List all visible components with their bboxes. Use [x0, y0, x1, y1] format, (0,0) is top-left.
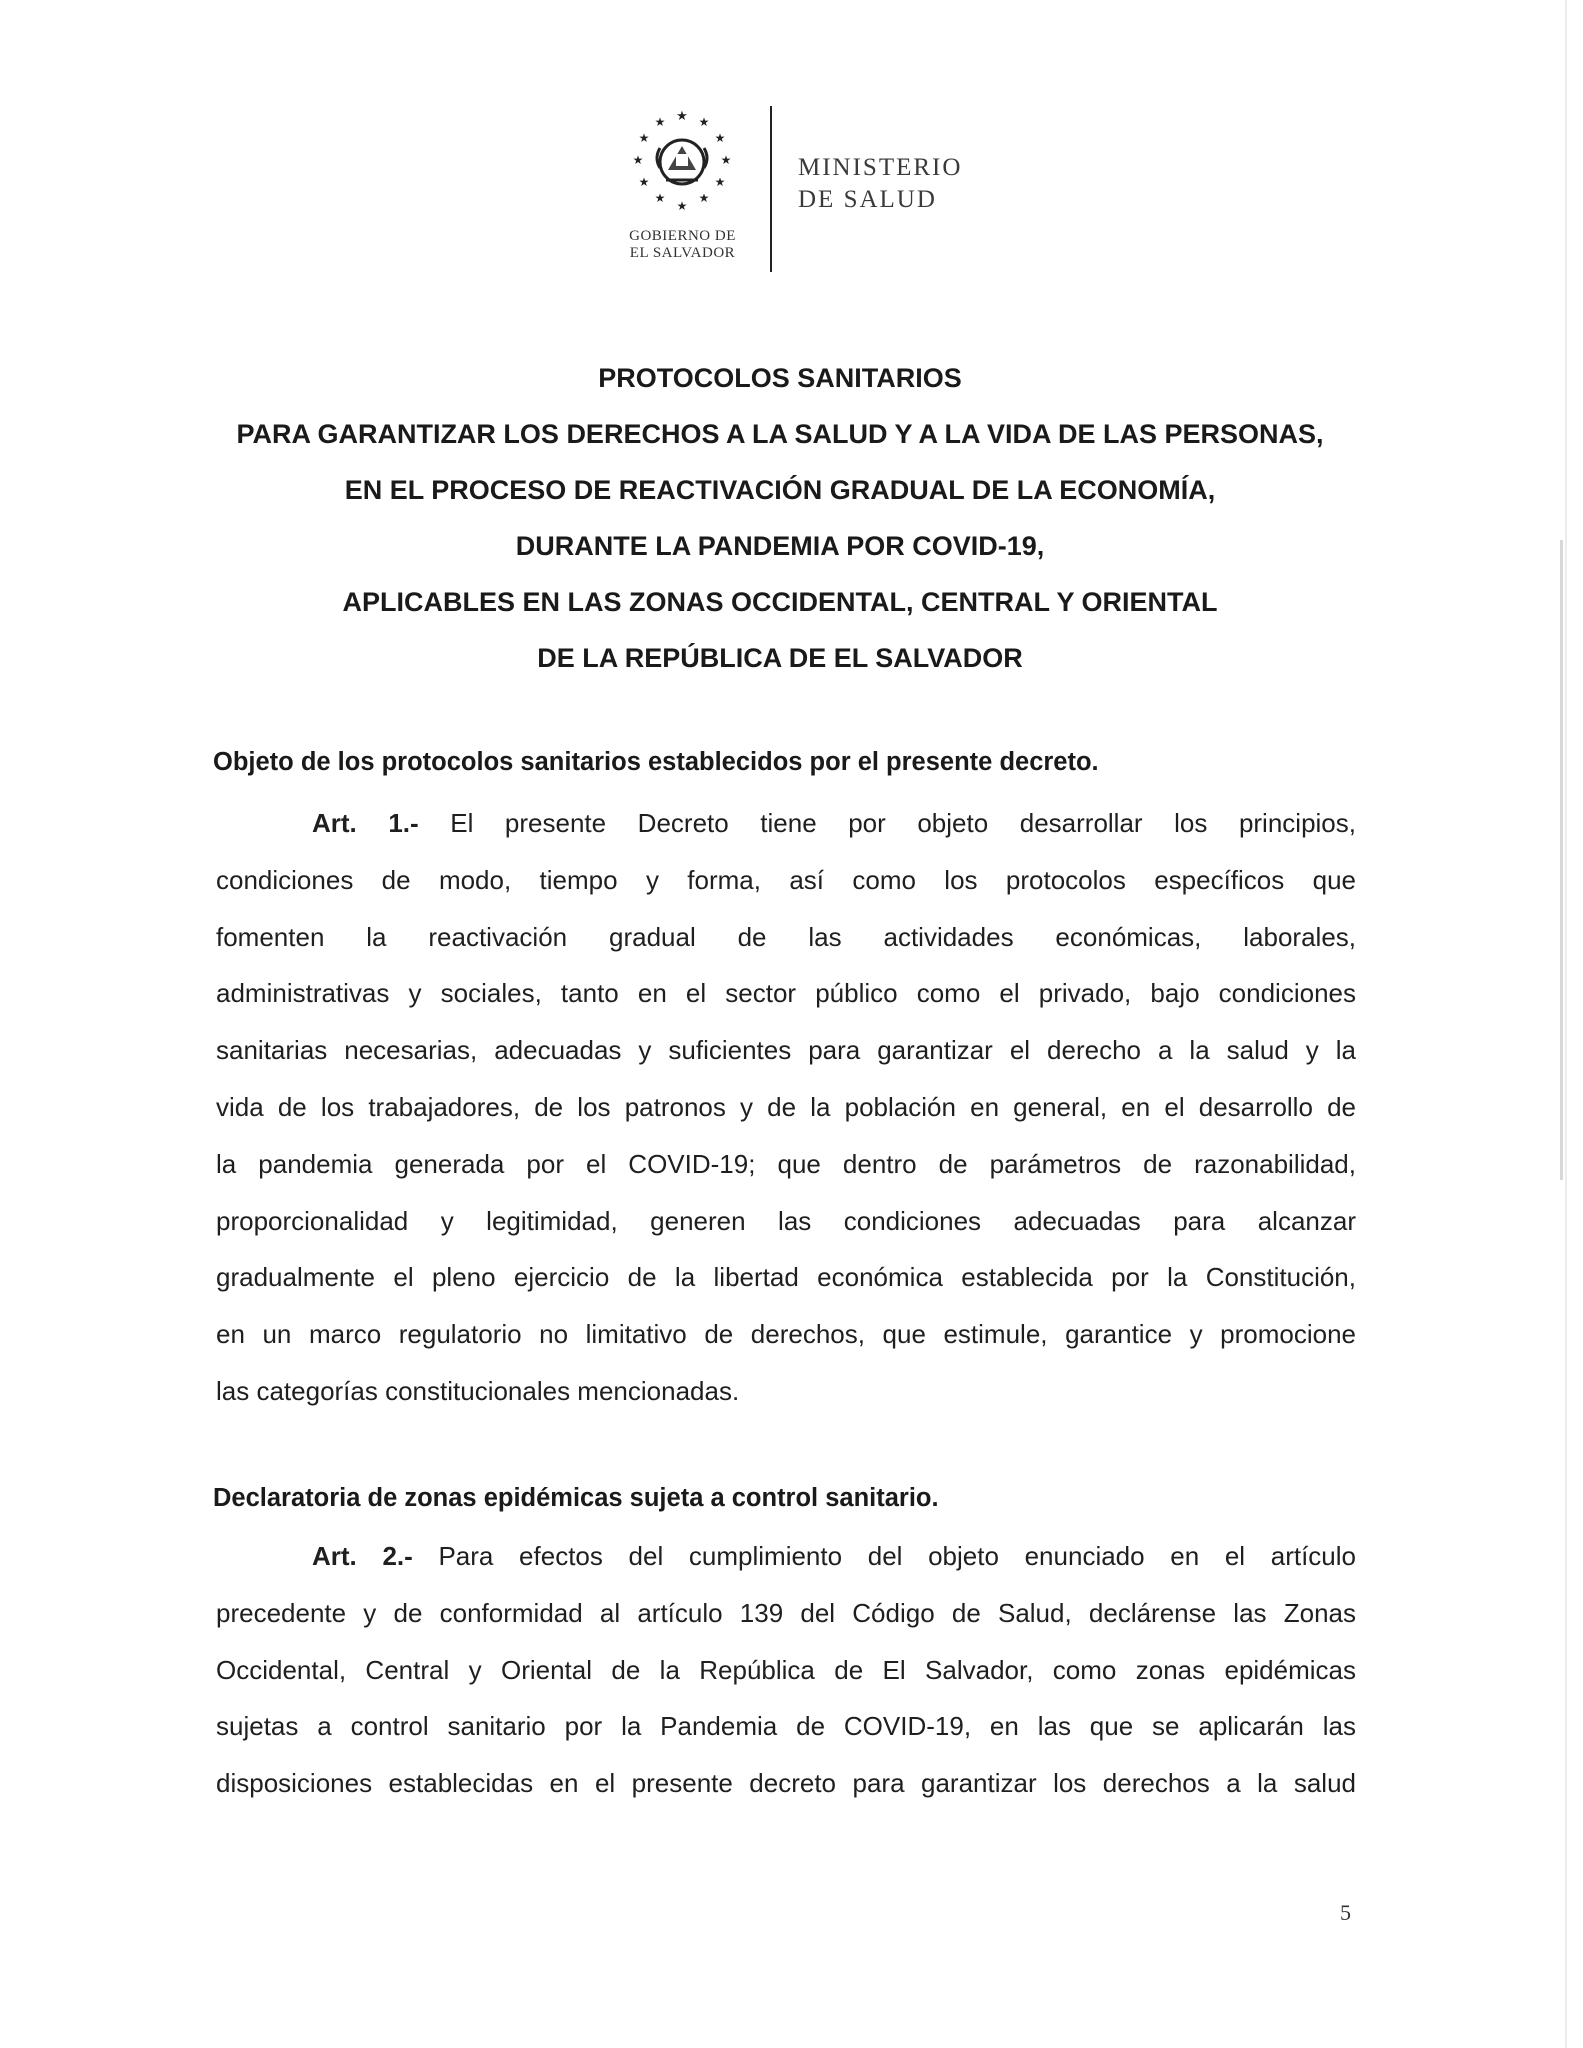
scan-edge — [1565, 0, 1567, 2048]
government-emblem — [610, 100, 755, 270]
paragraph-line: gradualmente el pleno ejercicio de la libertad económica establecida por la Constitución, — [216, 1262, 1356, 1293]
paragraph-line: la pandemia generada por el COVID-19; que dentro de parámetros de razonabilidad, — [216, 1148, 1356, 1179]
paragraph-line: sujetas a control sanitario por la Pandemia de COVID-19, en las que se aplicarán las — [216, 1711, 1356, 1742]
title-line: APLICABLES EN LAS ZONAS OCCIDENTAL, CENTRAL Y ORIENTAL — [342, 587, 1218, 617]
scan-artifact — [1560, 540, 1563, 1180]
title-line: PARA GARANTIZAR LOS DERECHOS A LA SALUD Y A LA VIDA DE LAS PERSONAS, — [236, 419, 1324, 449]
government-label-line-1: GOBIERNO DE — [629, 228, 736, 244]
section-heading-article-2: Declaratoria de zonas epidémicas sujeta a control sanitario. — [213, 1484, 939, 1512]
svg-text:★: ★ — [698, 191, 710, 205]
document-title — [200, 350, 1360, 686]
ministry-name-line-1: MINISTERIO — [798, 154, 963, 181]
paragraph-line: las categorías constitucionales mencionadas. — [216, 1375, 740, 1406]
section-heading-article-1: Objeto de los protocolos sanitarios establecidos por el presente decreto. — [213, 748, 1099, 776]
svg-text:★: ★ — [676, 109, 688, 124]
government-label-line-2: EL SALVADOR — [629, 245, 736, 261]
title-line: DURANTE LA PANDEMIA POR COVID-19, — [515, 531, 1045, 561]
page-number: 5 — [1340, 1900, 1351, 1925]
svg-text:★: ★ — [676, 199, 688, 213]
svg-text:★: ★ — [654, 191, 666, 205]
article-label: Art. 1.- — [312, 808, 419, 838]
article-2-body — [216, 1528, 1356, 1812]
paragraph-line: administrativas y sociales, tanto en el sector público como el privado, bajo condiciones — [216, 978, 1356, 1009]
coat-of-arms-icon — [630, 108, 735, 226]
paragraph-line: proporcionalidad y legitimidad, generen las condiciones adecuadas para alcanzar — [216, 1205, 1356, 1236]
paragraph-line: precedente y de conformidad al artículo 139 del Código de Salud, declárense las Zonas — [216, 1597, 1356, 1628]
letterhead — [610, 100, 1010, 275]
ministry-name-line-2: DE SALUD — [798, 186, 937, 213]
paragraph-line: condiciones de modo, tiempo y forma, así como los protocolos específicos que — [216, 864, 1356, 895]
title-line: PROTOCOLOS SANITARIOS — [598, 363, 962, 393]
paragraph-line: en un marco regulatorio no limitativo de derechos, que estimule, garantice y promocione — [216, 1319, 1356, 1350]
paragraph-line: disposiciones establecidas en el presente decreto para garantizar los derechos a la salud — [216, 1768, 1356, 1799]
letterhead-divider — [770, 106, 772, 272]
svg-text:★: ★ — [714, 175, 726, 189]
svg-text:★: ★ — [654, 115, 666, 129]
paragraph-line: sanitarias necesarias, adecuadas y suficientes para garantizar el derecho a la salud y la — [216, 1035, 1356, 1066]
article-label: Art. 2.- — [312, 1541, 413, 1571]
paragraph-line: Art. 1.- El presente Decreto tiene por objeto desarrollar los principios, — [312, 808, 1356, 838]
paragraph-line: Occidental, Central y Oriental de la República de El Salvador, como zonas epidémicas — [216, 1654, 1356, 1685]
article-1-body — [216, 795, 1356, 1420]
svg-text:★: ★ — [698, 115, 710, 129]
svg-text:★: ★ — [638, 175, 650, 189]
svg-text:★: ★ — [714, 131, 726, 145]
title-line: DE LA REPÚBLICA DE EL SALVADOR — [537, 643, 1023, 673]
title-line: EN EL PROCESO DE REACTIVACIÓN GRADUAL DE LA ECONOMÍA, — [344, 475, 1216, 505]
paragraph-line: fomenten la reactivación gradual de las actividades económicas, laborales, — [216, 921, 1356, 952]
svg-text:★: ★ — [632, 153, 644, 167]
svg-text:★: ★ — [720, 153, 732, 167]
paragraph-line: vida de los trabajadores, de los patronos y de la población en general, en el desarrollo de — [216, 1091, 1356, 1122]
paragraph-line: Art. 2.- Para efectos del cumplimiento del objeto enunciado en el artículo — [312, 1541, 1356, 1571]
svg-text:★: ★ — [638, 131, 650, 145]
